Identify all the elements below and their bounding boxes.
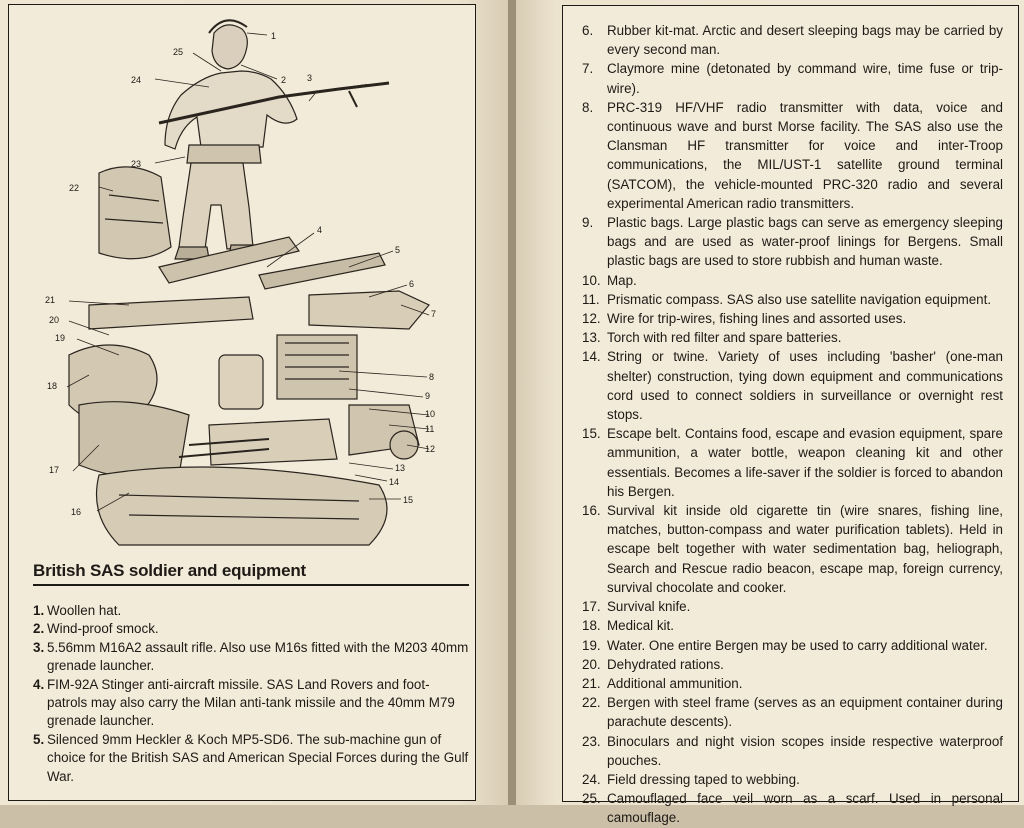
item-text: Prismatic compass. SAS also use satellite navigation equipment. (607, 291, 992, 307)
item-number: 14. (582, 349, 601, 365)
callout-15: 15 (403, 495, 414, 505)
list-item (563, 424, 1003, 501)
list-item (563, 328, 1003, 347)
item-number: 15. (582, 426, 601, 442)
item-number: 19. (582, 637, 601, 653)
item-number: 6. (582, 23, 594, 38)
continuation-box (562, 5, 1019, 826)
item-number: 20. (582, 656, 601, 672)
item-number: 9. (582, 215, 594, 231)
callout-3: 3 (307, 73, 313, 83)
list-item (563, 309, 1003, 328)
item-number: 7. (582, 61, 594, 77)
callout-9: 9 (425, 391, 431, 401)
item-text: Bergen with steel frame (serves as an equipment container during parachute descents). (607, 695, 1003, 730)
list-item (563, 636, 1003, 655)
item-number: 23. (582, 733, 601, 749)
callout-5: 5 (395, 245, 401, 255)
item-text: Survival kit inside old cigarette tin (wire snares, fishing line, matches, button-compass and water purification tablets). Held in escape belt together with water sedimentation bag, heliograph, Search and Rescue radio beacon, escape map, foreign currency, survival chocolate and cooker. (607, 503, 1003, 595)
item-text: Binoculars and night vision scopes inside respective waterproof pouches. (607, 733, 1003, 768)
item-number: 5. (33, 731, 45, 747)
list-item (563, 693, 1003, 731)
list-item (563, 59, 1003, 97)
item-text: 5.56mm M16A2 assault rifle. Also use M16s fitted with the M203 40mm grenade launcher. (47, 639, 469, 674)
item-number: 17. (582, 599, 601, 615)
callout-7: 7 (431, 309, 437, 319)
callout-4: 4 (317, 225, 323, 235)
list-item (563, 501, 1003, 597)
illustration-box (8, 4, 476, 801)
item-number: 25. (582, 791, 601, 807)
item-text: Map. (607, 272, 637, 288)
item-text: Torch with red filter and spare batteries. (607, 330, 842, 346)
item-number: 2. (33, 621, 45, 637)
item-text: Plastic bags. Large plastic bags can serve as emergency sleeping bags and are used as water-proof linings for Bergens. Small plastic bags are used to store rubbish and human waste. (607, 215, 1003, 269)
callout-20: 20 (49, 315, 60, 325)
callout-13: 13 (395, 463, 406, 473)
item-text: Field dressing taped to webbing. (607, 771, 800, 787)
callout-17: 17 (49, 465, 60, 475)
item-text: Camouflaged face veil worn as a scarf. Used in personal camouflage. (607, 791, 1003, 826)
item-number: 1. (33, 603, 45, 618)
callout-1: 1 (271, 31, 277, 41)
list-item (563, 732, 1003, 770)
item-number: 16. (582, 503, 601, 519)
item-text: Additional ammunition. (607, 675, 743, 691)
callout-2: 2 (281, 75, 287, 85)
item-text: Escape belt. Contains food, escape and evasion equipment, spare ammunition, a water bottle, weapon cleaning kit and other essentials. Becomes a life-saver if the soldier is forced to abandon his Bergen. (607, 426, 1003, 499)
list-item (563, 597, 1003, 616)
left-item-list (35, 602, 469, 786)
item-number: 24. (582, 771, 601, 787)
item-text: Medical kit. (607, 618, 674, 634)
callout-16: 16 (71, 507, 82, 517)
item-number: 22. (582, 695, 601, 711)
list-item (563, 789, 1003, 827)
right-item-list (563, 21, 1003, 828)
callout-8: 8 (429, 372, 435, 382)
item-number: 21. (582, 675, 601, 691)
item-number: 10. (582, 272, 601, 288)
callout-10: 10 (425, 409, 436, 419)
callout-21: 21 (45, 295, 56, 305)
list-item (563, 347, 1003, 424)
item-text: Woollen hat. (47, 603, 122, 618)
item-text: Wind-proof smock. (47, 621, 159, 637)
list-item (35, 676, 469, 731)
caption-title: British SAS soldier and equipment (33, 561, 469, 586)
list-item (563, 674, 1003, 693)
callout-23: 23 (131, 159, 142, 169)
list-item (563, 655, 1003, 674)
item-text: Silenced 9mm Heckler & Koch MP5-SD6. The sub-machine gun of choice for the British SAS and American Special Forces during the Gulf War. (47, 731, 469, 784)
item-text: Dehydrated rations. (607, 656, 724, 672)
item-text: Wire for trip-wires, fishing lines and assorted uses. (607, 311, 907, 327)
callout-12: 12 (425, 444, 436, 454)
item-number: 3. (33, 639, 45, 655)
callout-25: 25 (173, 47, 184, 57)
callout-11: 11 (425, 424, 435, 434)
list-item (563, 98, 1003, 213)
item-number: 8. (582, 99, 594, 115)
item-number: 11. (582, 291, 600, 307)
callout-18: 18 (47, 381, 58, 391)
callout-22: 22 (69, 183, 80, 193)
list-item (563, 213, 1003, 271)
list-item (563, 21, 1003, 59)
list-item (35, 639, 469, 676)
item-number: 18. (582, 618, 601, 634)
item-number: 12. (582, 311, 601, 327)
item-text: FIM-92A Stinger anti-aircraft missile. SAS Land Rovers and foot-patrols may also carry the Milan anti-tank missile and the 40mm M79 grenade launcher. (47, 676, 455, 729)
callout-24: 24 (131, 75, 142, 85)
callout-6: 6 (409, 279, 415, 289)
callout-19: 19 (55, 333, 66, 343)
item-text: Survival knife. (607, 599, 691, 615)
list-item (35, 602, 469, 620)
list-item (35, 620, 469, 638)
list-item (563, 770, 1003, 789)
item-number: 13. (582, 330, 601, 346)
item-number: 4. (33, 676, 45, 692)
item-text: PRC-319 HF/VHF radio transmitter with data, voice and continuous wave and burst Morse facility. The SAS also use the Clansman HF transmitter for voice and inter-Troop communications, the MIL/UST-1 satellite ground terminal (SATCOM), the vehicle-mounted PRC-320 radio and several experimental American radio transmitters. (607, 99, 1003, 211)
book-gutter (508, 0, 516, 805)
item-text: Rubber kit-mat. Arctic and desert sleeping bags may be carried by every second man. (607, 23, 1003, 58)
item-text: Water. One entire Bergen may be used to carry additional water. (607, 637, 988, 653)
list-item (563, 290, 1003, 309)
list-item (35, 731, 469, 786)
item-text: String or twine. Variety of uses including 'basher' (one-man shelter) construction, tying down equipment and communications cord used to connect soldiers in surveillance or overnight rest stops. (607, 349, 1003, 423)
soldier-equipment-illustration (9, 5, 475, 560)
callout-14: 14 (389, 477, 400, 487)
list-item (563, 271, 1003, 290)
item-text: Claymore mine (detonated by command wire, time fuse or trip-wire). (607, 61, 1003, 96)
list-item (563, 616, 1003, 635)
